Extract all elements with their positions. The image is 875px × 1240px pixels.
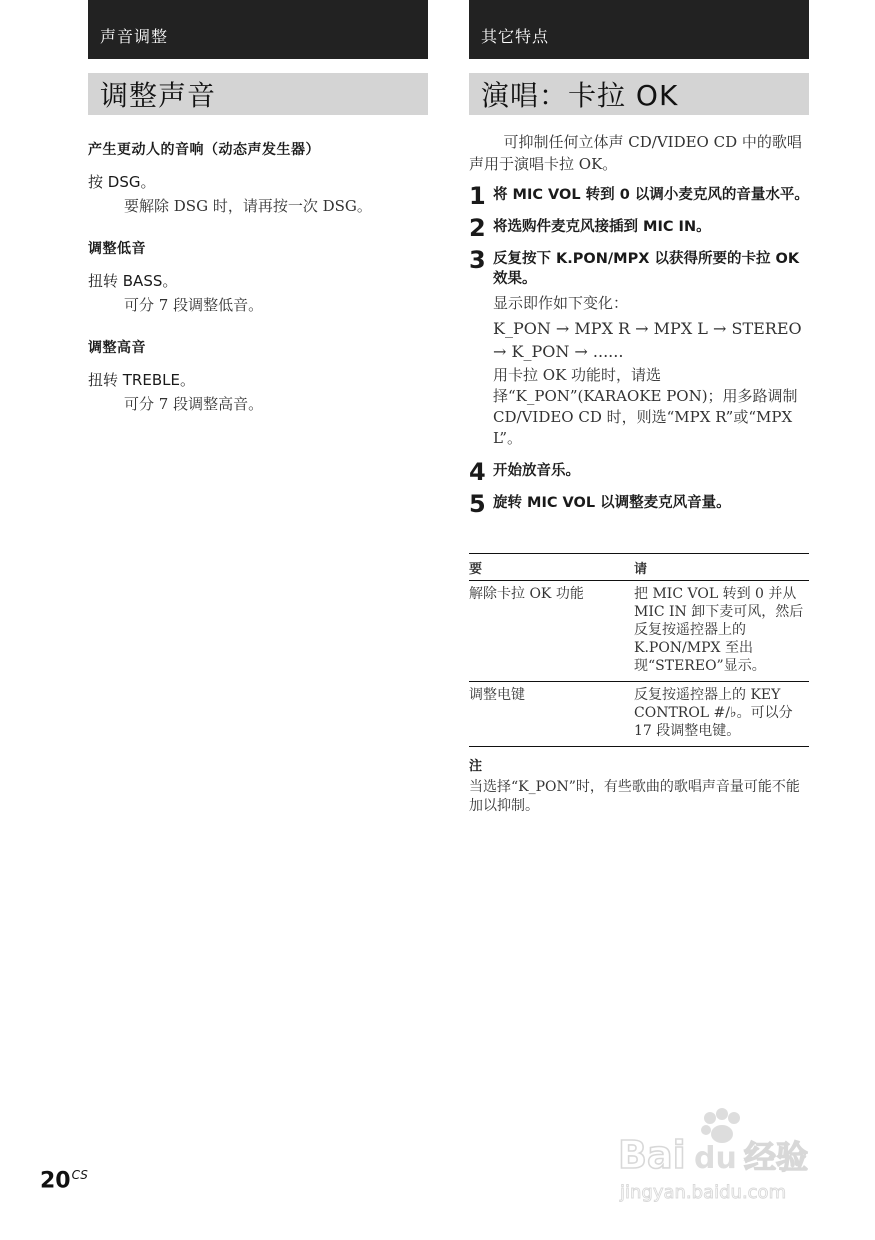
note-dsg: 要解除 DSG 时，请再按一次 DSG。 xyxy=(124,197,372,215)
note-treble: 可分 7 段调整高音。 xyxy=(124,395,264,413)
baidu-jingyan-watermark xyxy=(598,1106,838,1206)
step-2 xyxy=(469,214,809,242)
table-row xyxy=(469,682,809,747)
table-cell: 解除卡拉 OK 功能 xyxy=(469,581,634,682)
subheading-bass: 调整低音 xyxy=(88,241,146,257)
page-number-suffix: CS xyxy=(71,1168,88,1182)
step-number: 5 xyxy=(469,490,486,518)
column-header: 请 xyxy=(634,554,809,581)
step-number: 4 xyxy=(469,458,486,486)
step-text: 将选购件麦克风接插到 MIC IN。 xyxy=(493,219,711,235)
step-number: 1 xyxy=(469,182,486,210)
notes-text: 当选择“K_PON”时，有些歌曲的歌唱声音量可能不能加以抑制。 xyxy=(469,779,800,814)
step-1 xyxy=(469,182,809,210)
table-header-row xyxy=(469,554,809,581)
svg-text:jingyan.baidu.com: jingyan.baidu.com xyxy=(620,1182,787,1203)
step-text: 开始放音乐。 xyxy=(493,463,580,479)
paw-icon xyxy=(701,1108,740,1143)
notes-label: 注 xyxy=(469,759,483,774)
step-number: 2 xyxy=(469,214,486,242)
step-text: 旋转 MIC VOL 以调整麦克风音量。 xyxy=(493,495,731,511)
page-number xyxy=(40,1168,88,1193)
table-cell: 把 MIC VOL 转到 0 并从 MIC IN 卸下麦可风，然后反复按遥控器上的 K.PON/MPX 至出现“STEREO”显示。 xyxy=(634,581,809,682)
column-header: 要 xyxy=(469,554,634,581)
step-text: 将 MIC VOL 转到 0 以调小麦克风的音量水平。 xyxy=(493,187,809,203)
right-column xyxy=(469,0,809,816)
step-5 xyxy=(469,490,809,518)
instruction-treble: 扭转 TREBLE。 xyxy=(88,371,195,389)
step-text: 反复按下 K.PON/MPX 以获得所要的卡拉 OK 效果。 xyxy=(493,251,800,287)
table-row xyxy=(469,581,809,682)
table-cell: 反复按遥控器上的 KEY CONTROL #/♭。可以分 17 段调整电键。 xyxy=(634,682,809,747)
reference-table xyxy=(469,553,809,747)
svg-text:du: du xyxy=(694,1141,737,1176)
section-tab: 声音调整 xyxy=(88,0,428,59)
step-number: 3 xyxy=(469,246,486,274)
mode-explanation: 用卡拉 OK 功能时，请选择“K_PON”(KARAOKE PON)；用多路调制 CD/VIDEO CD 时，则选“MPX R”或“MPX L”。 xyxy=(493,366,798,447)
section-title: 调整声音 xyxy=(88,73,428,115)
svg-text:Bai: Bai xyxy=(618,1133,686,1177)
display-sequence: K_PON → MPX R → MPX L → STEREO → K_PON → ...... xyxy=(493,319,802,361)
step-4 xyxy=(469,458,809,486)
subheading-treble: 调整高音 xyxy=(88,340,146,356)
table-cell: 调整电键 xyxy=(469,682,634,747)
instruction-bass: 扭转 BASS。 xyxy=(88,272,178,290)
step-3 xyxy=(469,246,809,289)
svg-text:经验: 经验 xyxy=(744,1138,809,1176)
display-change-intro: 显示即作如下变化： xyxy=(493,294,629,312)
step-3-detail xyxy=(493,293,809,449)
page-number-value: 20 xyxy=(40,1168,71,1194)
left-column xyxy=(88,0,428,414)
subheading-dsg: 产生更动人的音响（动态声发生器） xyxy=(88,142,320,158)
note-bass: 可分 7 段调整低音。 xyxy=(124,296,264,314)
instruction-dsg: 按 DSG。 xyxy=(88,173,156,191)
section-title: 演唱：卡拉 OK xyxy=(469,73,809,115)
section-tab: 其它特点 xyxy=(469,0,809,59)
intro-paragraph: 可抑制任何立体声 CD/VIDEO CD 中的歌唱声用于演唱卡拉 OK。 xyxy=(469,133,802,173)
